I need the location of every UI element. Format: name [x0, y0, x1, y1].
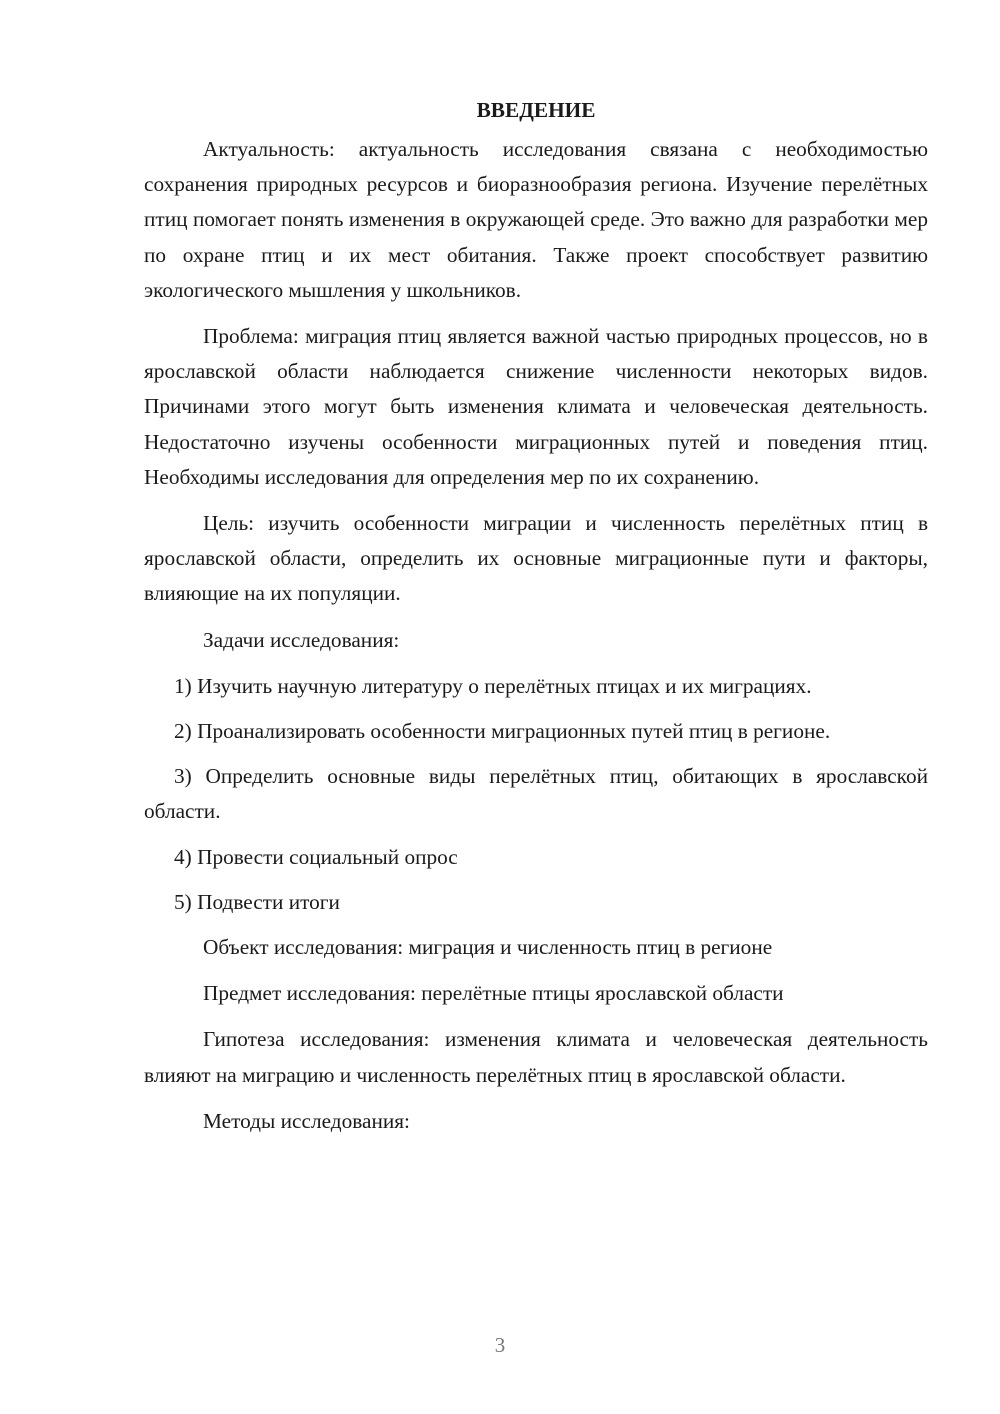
list-item: 1) Изучить научную литературу о перелётных птицах и их миграциях. [174, 673, 812, 698]
list-item: 2) Проанализировать особенности миграционных путей птиц в регионе. [174, 719, 831, 744]
page-number: 3 [494, 1333, 506, 1357]
paragraph-subject: Предмет исследования: перелётные птицы ярославской области [203, 981, 784, 1006]
page-title: ВВЕДЕНИЕ [476, 98, 596, 122]
paragraph-hypothesis: Гипотеза исследования: изменения климата и человеческая деятельность влияют на миграцию и численность перелётных птиц в ярославской области. [144, 1027, 928, 1087]
methods-heading: Методы исследования: [203, 1108, 410, 1133]
paragraph-problem: Проблема: миграция птиц является важной частью природных процессов, но в ярославской области наблюдается снижение численности некоторых видов. Причинами этого могут быть изменения климата и человеческая деятельность. Недостаточно изучены особенности миграционных путей и поведения птиц. Необходимы исследования для определения мер по их сохранению. [144, 324, 928, 489]
tasks-heading: Задачи исследования: [203, 627, 400, 652]
document-page [144, 93, 928, 1150]
paragraph-relevance: Актуальность: актуальность исследования связана с необходимостью сохранения природных ресурсов и биоразнообразия региона. Изучение перелётных птиц помогает понять изменения в окружающей среде. Это важно для разработки мер по охране птиц и их мест обитания. Также проект способствует развитию экологического мышления у школьников. [144, 137, 928, 302]
list-item: 5) Подвести итоги [174, 889, 340, 914]
paragraph-goal: Цель: изучить особенности миграции и численность перелётных птиц в ярославской области, определить их основные миграционные пути и факторы, влияющие на их популяции. [144, 511, 928, 606]
list-item: 3) Определить основные виды перелётных птиц, обитающих в ярославской области. [144, 764, 928, 824]
list-item: 4) Провести социальный опрос [174, 844, 458, 869]
paragraph-object: Объект исследования: миграция и численность птиц в регионе [203, 935, 773, 960]
